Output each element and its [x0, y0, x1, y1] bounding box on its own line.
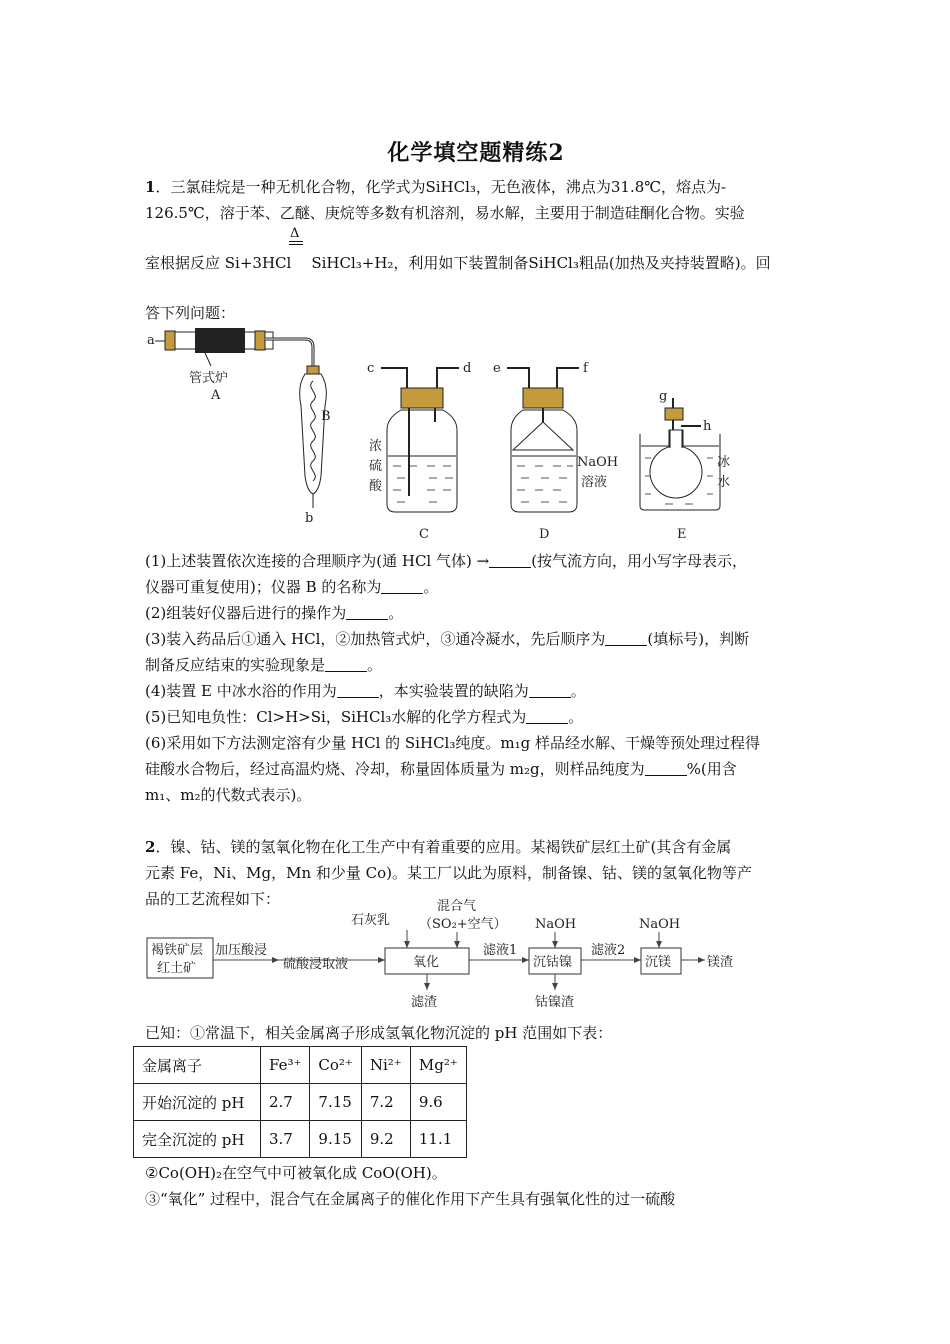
naoh-label: NaOH — [535, 917, 577, 932]
equals-line-2 — [289, 244, 303, 245]
label-acid-3: 酸 — [369, 479, 383, 494]
answer-blank[interactable] — [489, 553, 531, 568]
table-cell: 2.7 — [261, 1084, 310, 1121]
q1-number: 1 — [145, 178, 156, 196]
table-cell: 11.1 — [410, 1121, 466, 1158]
table-row — [134, 1047, 467, 1084]
table-header: Co²⁺ — [310, 1047, 361, 1084]
note-3: ③“氧化” 过程中，混合气在金属离子的催化作用下产生具有强氧化性的过一硫酸 — [145, 1190, 676, 1208]
apparatus-e — [640, 389, 730, 542]
table-cell: 完全沉淀的 pH — [134, 1121, 261, 1158]
label-b: b — [305, 511, 314, 526]
equals-line-1 — [289, 241, 303, 242]
label-C: C — [419, 527, 429, 542]
label-acid-2: 硫 — [369, 459, 383, 474]
apparatus-d — [493, 361, 618, 542]
apparatus-a — [147, 328, 313, 403]
q1-sub-1-line-1: (1)上述装置依次连接的合理顺序为(通 HCl 气体) → (按气流方向，用小写字母表示， — [145, 552, 748, 570]
q1-sub-1-line-2: 仪器可重复使用)；仪器 B 的名称为 。 — [145, 578, 439, 596]
table-cell: 3.7 — [261, 1121, 310, 1158]
label-c: c — [367, 361, 375, 376]
gas-label-1: 混合气 — [437, 899, 477, 914]
label-h: h — [703, 419, 712, 434]
table-header: 金属离子 — [134, 1047, 261, 1084]
label-acid-1: 浓 — [369, 439, 383, 454]
answer-blank[interactable] — [605, 631, 647, 646]
ore-label-1: 褐铁矿层 — [151, 943, 204, 958]
cobni-label: 沉钴镍 — [533, 955, 573, 970]
q1-line-4: 答下列问题： — [145, 304, 236, 322]
table-row — [134, 1121, 467, 1158]
apparatus-c — [367, 361, 471, 542]
answer-blank[interactable] — [526, 709, 568, 724]
table-header: Ni²⁺ — [361, 1047, 410, 1084]
q1-sub-3-line-1: (3)装入药品后①通入 HCl，②加热管式炉，③通冷凝水，先后顺序为 (填标号)，判断 — [145, 630, 750, 648]
mg-label: 沉镁 — [645, 955, 672, 970]
answer-blank[interactable] — [346, 605, 388, 620]
q1-line-1: 1．三氯硅烷是一种无机化合物，化学式为SiHCl₃，无色液体，沸点为31.8℃，熔点为- — [145, 178, 727, 196]
apparatus-diagram — [145, 326, 765, 548]
table-cell: 7.2 — [361, 1084, 410, 1121]
label-a: a — [147, 333, 155, 348]
leach-label: 加压酸浸 — [215, 943, 268, 958]
gas-label-2: （SO₂+空气） — [419, 917, 507, 932]
naoh2-label: NaOH — [639, 917, 681, 932]
ore-label-2: 红土矿 — [157, 961, 197, 976]
label-E: E — [677, 527, 687, 542]
q1-sub-4: (4)装置 E 中冰水浴的作用为 ，本实验装置的缺陷为 。 — [145, 682, 586, 700]
q1-sub-6-line-2: 硅酸水合物后，经过高温灼烧、冷却，称量固体质量为 m₂g，则样品纯度为 %(用含 — [145, 760, 737, 778]
q1-sub-5: (5)已知电负性：Cl>H>Si，SiHCl₃水解的化学方程式为 。 — [145, 708, 584, 726]
page-title: 化学填空题精练2 — [387, 140, 565, 166]
delta-symbol: Δ — [290, 226, 300, 241]
label-naoh-1: NaOH — [577, 455, 619, 470]
answer-blank[interactable] — [381, 579, 423, 594]
mgres-label: 镁渣 — [707, 955, 734, 970]
cores-label: 钴镍渣 — [535, 995, 575, 1010]
q1-sub-6-line-3: m₁、m₂的代数式表示)。 — [145, 786, 312, 804]
table-header: Fe³⁺ — [261, 1047, 310, 1084]
table-row — [134, 1084, 467, 1121]
label-e: e — [493, 361, 501, 376]
oxid-label: 氧化 — [413, 955, 440, 970]
table-cell: 开始沉淀的 pH — [134, 1084, 261, 1121]
label-ice-2: 水 — [717, 475, 731, 490]
label-d: d — [463, 361, 472, 376]
label-furnace: 管式炉 — [189, 371, 229, 386]
process-flow-diagram — [145, 896, 765, 1014]
answer-blank[interactable] — [529, 683, 571, 698]
label-D: D — [539, 527, 550, 542]
q2-line-1: 2．镍、钴、镁的氢氧化物在化工生产中有着重要的应用。某褐铁矿层红土矿(其含有金属 — [145, 838, 732, 856]
liquor-label: 硫酸浸取液 — [283, 957, 349, 972]
table-cell: 9.6 — [410, 1084, 466, 1121]
q1-sub-6-line-1: (6)采用如下方法测定溶有少量 HCl 的 SiHCl₃纯度。m₁g 样品经水解、干燥等预处理过程得 — [145, 734, 760, 752]
known-intro: 已知：①常温下，相关金属离子形成氢氧化物沉淀的 pH 范围如下表： — [145, 1024, 613, 1042]
q1-sub-3-line-2: 制备反应结束的实验现象是 。 — [145, 656, 383, 674]
q1-line-3: 室根据反应 Si+3HCl SiHCl₃+H₂，利用如下装置制备SiHCl₃粗品(加热及夹持装置略)。回 — [145, 254, 771, 272]
table-cell: 9.2 — [361, 1121, 410, 1158]
note-2: ②Co(OH)₂在空气中可被氧化成 CoO(OH)。 — [145, 1164, 447, 1182]
table-cell: 9.15 — [310, 1121, 361, 1158]
filt2-label: 滤液2 — [591, 943, 626, 958]
q2-line-2: 元素 Fe，Ni、Mg，Mn 和少量 Co)。某工厂以此为原料，制备镍、钴、镁的氢氧化物等产 — [145, 864, 753, 882]
label-B: B — [321, 409, 331, 424]
q2-number: 2 — [145, 838, 156, 856]
label-naoh-2: 溶液 — [581, 475, 608, 490]
res1-label: 滤渣 — [411, 995, 438, 1010]
table-header: Mg²⁺ — [410, 1047, 466, 1084]
label-g: g — [659, 389, 668, 404]
ph-table — [133, 1046, 467, 1158]
table-cell: 7.15 — [310, 1084, 361, 1121]
filt1-label: 滤液1 — [483, 943, 518, 958]
q2-line-3: 品的工艺流程如下： — [145, 890, 281, 908]
q1-sub-2: (2)组装好仪器后进行的操作为 。 — [145, 604, 404, 622]
answer-blank[interactable] — [337, 683, 379, 698]
label-f: f — [583, 361, 588, 376]
label-ice-1: 冰 — [717, 455, 731, 470]
label-A: A — [211, 388, 221, 403]
lime-label: 石灰乳 — [351, 913, 391, 928]
answer-blank[interactable] — [325, 657, 367, 672]
answer-blank[interactable] — [645, 761, 687, 776]
apparatus-b — [300, 366, 331, 526]
q1-line-2: 126.5℃，溶于苯、乙醚、庚烷等多数有机溶剂，易水解，主要用于制造硅酮化合物。实验 — [145, 204, 745, 222]
